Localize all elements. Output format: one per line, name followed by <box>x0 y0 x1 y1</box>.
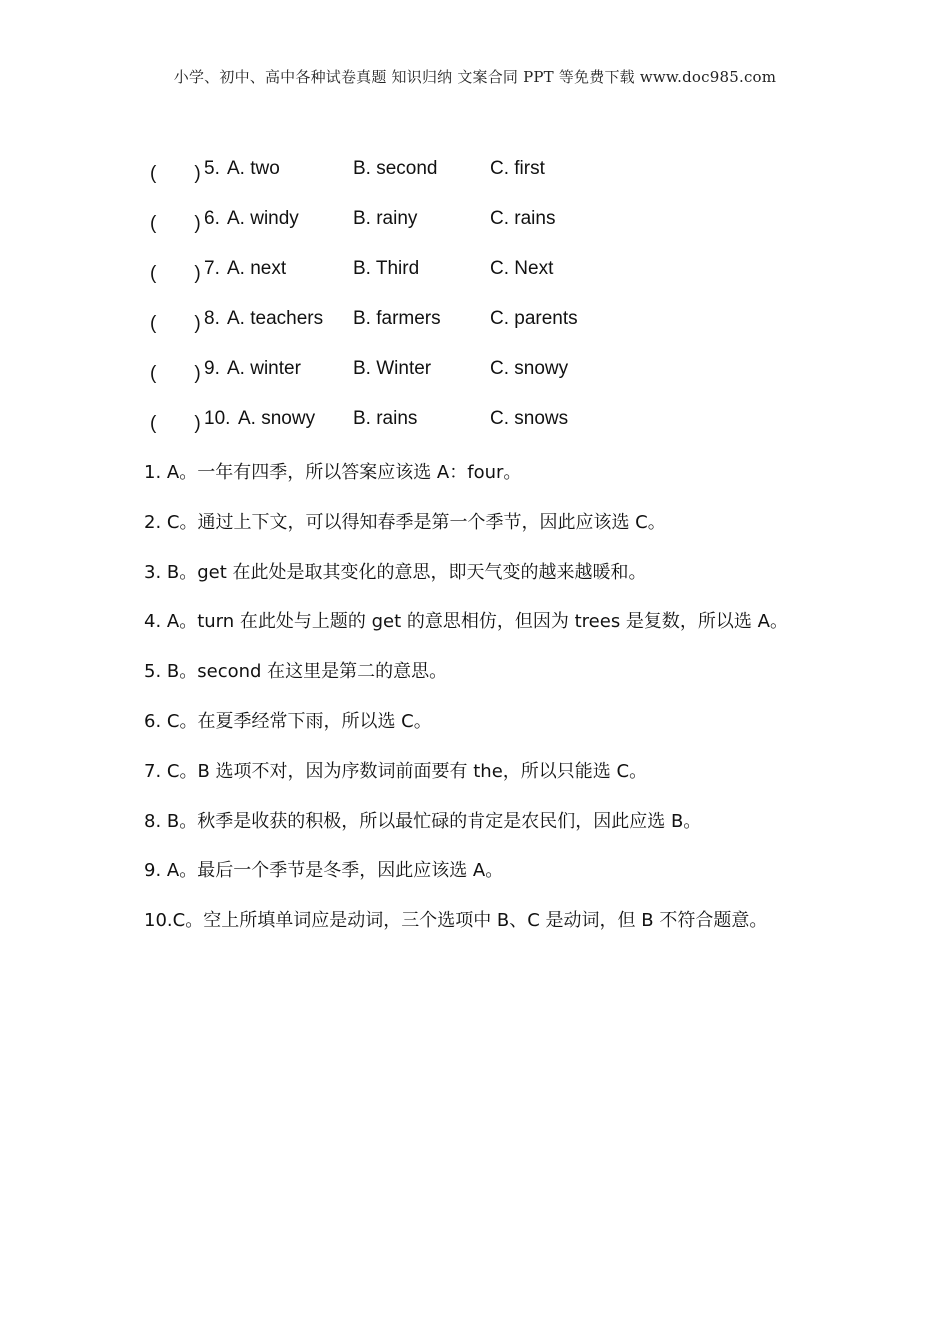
answer-blank: ( ) <box>150 263 201 284</box>
answer-line: 7. C。B 选项不对，因为序数词前面要有 the，所以只能选 C。 <box>144 760 648 782</box>
answer-blank: ( ) <box>150 363 201 384</box>
option-c: C. first <box>490 158 545 179</box>
question-list <box>150 158 850 458</box>
option-c: C. snowy <box>490 358 569 379</box>
option-b: B. Third <box>353 258 420 279</box>
answer-line: 9. A。最后一个季节是冬季，因此应该选 A。 <box>144 860 504 882</box>
answer-line: 4. A。turn 在此处与上题的 get 的意思相仿，但因为 trees 是复数，所以选 A。 <box>144 611 788 633</box>
question-number: 5. <box>204 158 220 179</box>
page-header: 小学、初中、高中各种试卷真题 知识归纳 文案合同 PPT 等免费下载 www.doc985.com <box>173 68 777 86</box>
option-b: B. rains <box>353 408 418 429</box>
question-number: 10. <box>204 408 231 429</box>
option-b: B. second <box>353 158 438 179</box>
option-a: A. winter <box>227 358 301 379</box>
answer-line: 8. B。秋季是收获的积极，所以最忙碌的肯定是农民们，因此应选 B。 <box>144 810 702 832</box>
answer-line: 2. C。通过上下文，可以得知春季是第一个季节，因此应该选 C。 <box>144 511 666 533</box>
question-number: 8. <box>204 308 220 329</box>
answer-line: 6. C。在夏季经常下雨，所以选 C。 <box>144 710 432 732</box>
answer-explanations <box>144 458 788 956</box>
option-c: C. rains <box>490 208 556 229</box>
question-row <box>150 408 850 458</box>
answer-blank: ( ) <box>150 163 201 184</box>
question-number: 6. <box>204 208 220 229</box>
question-number: 9. <box>204 358 220 379</box>
option-a: A. snowy <box>238 408 316 429</box>
option-c: C. snows <box>490 408 569 429</box>
option-b: B. Winter <box>353 358 432 379</box>
option-c: C. Next <box>490 258 554 279</box>
answer-blank: ( ) <box>150 313 201 334</box>
question-row <box>150 358 850 408</box>
answer-line: 10.C。空上所填单词应是动词，三个选项中 B、C 是动词，但 B 不符合题意。 <box>144 910 768 932</box>
option-a: A. teachers <box>227 308 324 329</box>
answer-line: 5. B。second 在这里是第二的意思。 <box>144 661 448 683</box>
option-b: B. rainy <box>353 208 418 229</box>
option-a: A. windy <box>227 208 299 229</box>
question-row <box>150 258 850 308</box>
answer-blank: ( ) <box>150 413 201 434</box>
answer-blank: ( ) <box>150 213 201 234</box>
option-a: A. two <box>227 158 280 179</box>
question-row <box>150 158 850 208</box>
answer-line: 3. B。get 在此处是取其变化的意思，即天气变的越来越暖和。 <box>144 561 647 583</box>
question-number: 7. <box>204 258 220 279</box>
question-row <box>150 208 850 258</box>
option-b: B. farmers <box>353 308 441 329</box>
question-row <box>150 308 850 358</box>
option-c: C. parents <box>490 308 578 329</box>
option-a: A. next <box>227 258 287 279</box>
answer-line: 1. A。一年有四季，所以答案应该选 A：four。 <box>144 462 522 483</box>
